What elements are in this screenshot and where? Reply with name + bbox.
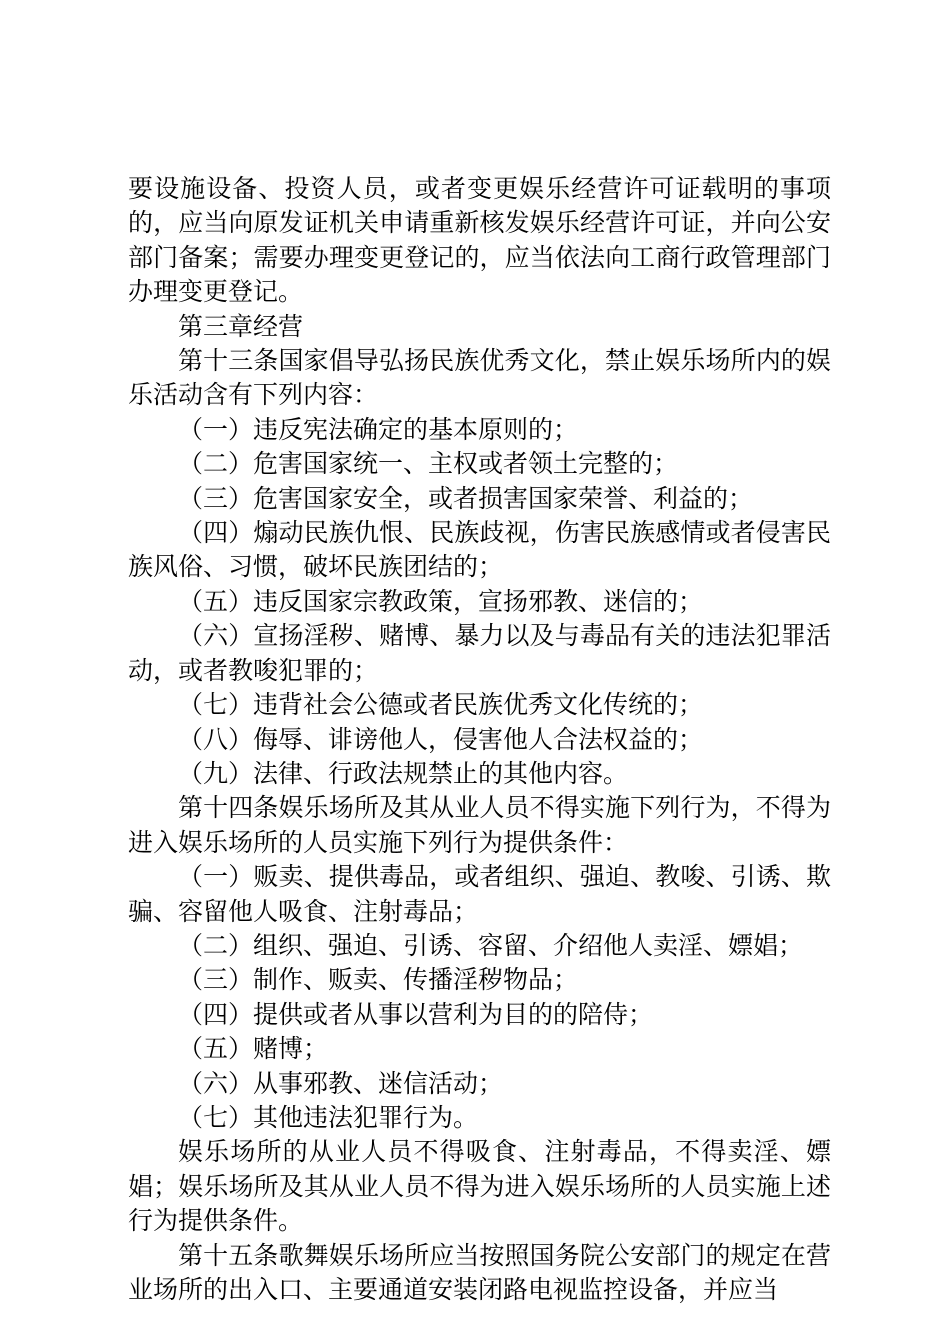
paragraph-continuation: 要设施设备、投资人员，或者变更娱乐经营许可证载明的事项的，应当向原发证机关申请重新核发娱乐经营许可证，并向公安部门备案；需要办理变更登记的，应当依法向工商行政管理部门办理变更登记。 xyxy=(128,174,831,307)
article-13: 第十三条国家倡导弘扬民族优秀文化，禁止娱乐场所内的娱乐活动含有下列内容： xyxy=(128,346,831,410)
article-15: 第十五条歌舞娱乐场所应当按照国务院公安部门的规定在营业场所的出入口、主要通道安装闭路电视监控设备，并应当 xyxy=(128,1240,831,1304)
article-13-item-1: （一）违反宪法确定的基本原则的； xyxy=(178,414,579,444)
article-14-item-7: （七）其他违法犯罪行为。 xyxy=(178,1102,479,1132)
article-13-item-4: （四）煽动民族仇恨、民族歧视，伤害民族感情或者侵害民族风俗、习惯，破坏民族团结的； xyxy=(128,518,831,582)
article-13-item-8: （八）侮辱、诽谤他人，侵害他人合法权益的； xyxy=(178,724,704,754)
article-14-item-3: （三）制作、贩卖、传播淫秽物品； xyxy=(178,965,579,995)
article-13-item-7: （七）违背社会公德或者民族优秀文化传统的； xyxy=(178,690,704,720)
article-14-item-1: （一）贩卖、提供毒品，或者组织、强迫、教唆、引诱、欺骗、容留他人吸食、注射毒品； xyxy=(128,862,831,926)
article-14-item-2: （二）组织、强迫、引诱、容留、介绍他人卖淫、嫖娼； xyxy=(178,930,804,960)
document-body xyxy=(128,172,831,1307)
article-14-item-6: （六）从事邪教、迷信活动； xyxy=(178,1068,504,1098)
chapter-heading: 第三章经营 xyxy=(178,311,304,341)
article-13-item-2: （二）危害国家统一、主权或者领土完整的； xyxy=(178,449,679,479)
article-14-staff-clause: 娱乐场所的从业人员不得吸食、注射毒品，不得卖淫、嫖娼；娱乐场所及其从业人员不得为进入娱乐场所的人员实施上述行为提供条件。 xyxy=(128,1137,831,1236)
article-14-item-5: （五）赌博； xyxy=(178,1034,329,1064)
article-13-item-6: （六）宣扬淫秽、赌博、暴力以及与毒品有关的违法犯罪活动，或者教唆犯罪的； xyxy=(128,621,831,685)
article-13-item-3: （三）危害国家安全，或者损害国家荣誉、利益的； xyxy=(178,483,754,513)
article-13-item-5: （五）违反国家宗教政策，宣扬邪教、迷信的； xyxy=(178,586,704,616)
article-14-item-4: （四）提供或者从事以营利为目的的陪侍； xyxy=(178,999,654,1029)
article-13-item-9: （九）法律、行政法规禁止的其他内容。 xyxy=(178,758,629,788)
article-14: 第十四条娱乐场所及其从业人员不得实施下列行为，不得为进入娱乐场所的人员实施下列行为提供条件： xyxy=(128,793,831,857)
